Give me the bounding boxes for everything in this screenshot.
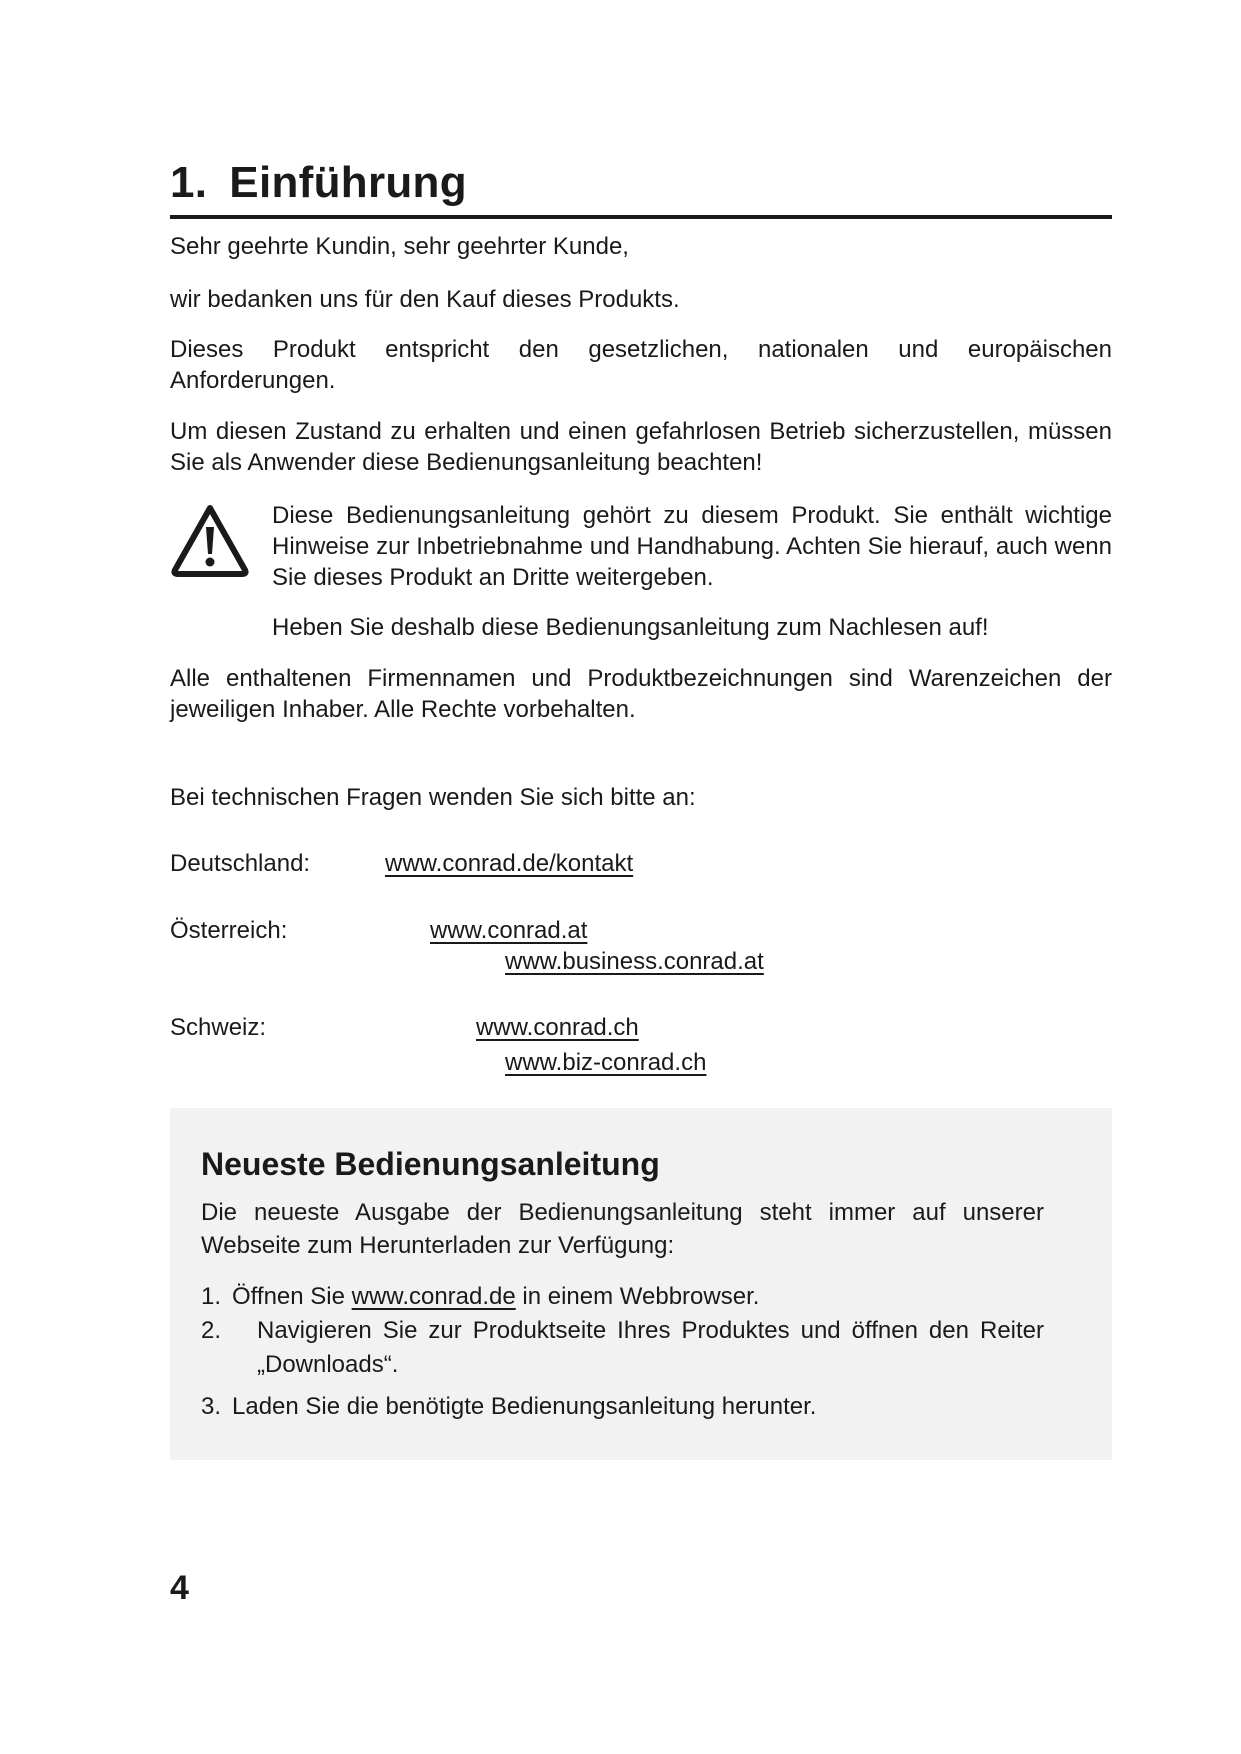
contact-label-switzerland: Schweiz: xyxy=(170,1014,267,1041)
section-number: 1. xyxy=(170,158,208,207)
contact-link-switzerland-1[interactable]: www.conrad.ch xyxy=(476,1014,639,1041)
step-text: Navigieren Sie zur Produktseite Ihres Produktes und öffnen den Reiter „Downloads“. xyxy=(257,1317,1044,1378)
thanks-paragraph: wir bedanken uns für den Kauf dieses Produkts. xyxy=(170,286,680,313)
section-title: Einführung xyxy=(229,158,467,207)
latest-manual-title: Neueste Bedienungsanleitung xyxy=(201,1146,660,1182)
contact-link-austria-1[interactable]: www.conrad.at xyxy=(430,917,588,944)
latest-manual-box xyxy=(170,1108,1112,1460)
warning-keep-text: Heben Sie deshalb diese Bedienungsanleitung zum Nachlesen auf! xyxy=(272,614,989,641)
trademarks-paragraph: Alle enthaltenen Firmennamen und Produktbezeichnungen sind Warenzeichen der jeweiligen Inhaber. Alle Rechte vorbehalten. xyxy=(170,665,1112,723)
step-text-after: in einem Webbrowser. xyxy=(515,1283,760,1310)
contact-link-switzerland-2[interactable]: www.biz-conrad.ch xyxy=(505,1049,707,1076)
list-item xyxy=(201,1280,1044,1314)
list-marker: 1. xyxy=(201,1283,222,1310)
step-text-before: Öffnen Sie xyxy=(232,1283,352,1310)
warning-triangle-icon xyxy=(170,502,250,578)
list-item xyxy=(201,1390,1044,1424)
conformity-paragraph: Dieses Produkt entspricht den gesetzlichen, nationalen und europäischen Anforderungen. xyxy=(170,336,1112,394)
contact-intro: Bei technischen Fragen wenden Sie sich bitte an: xyxy=(170,784,696,811)
list-marker: 2. xyxy=(201,1317,222,1344)
step-text: Laden Sie die benötigte Bedienungsanleitung herunter. xyxy=(232,1393,817,1420)
section-heading xyxy=(170,157,1112,219)
latest-manual-description: Die neueste Ausgabe der Bedienungsanleitung steht immer auf unserer Webseite zum Herunterladen zur Verfügung: xyxy=(201,1199,1044,1259)
warning-text: Diese Bedienungsanleitung gehört zu diesem Produkt. Sie enthält wichtige Hinweise zur Inbetriebnahme und Handhabung. Achten Sie hierauf, auch wenn Sie dieses Produkt an Dritte weitergeben. xyxy=(272,502,1112,591)
salutation: Sehr geehrte Kundin, sehr geehrter Kunde, xyxy=(170,233,629,260)
contact-label-austria: Österreich: xyxy=(170,917,288,944)
list-item xyxy=(201,1314,1044,1382)
conrad-website-link[interactable]: www.conrad.de xyxy=(351,1283,516,1310)
contact-link-germany[interactable]: www.conrad.de/kontakt xyxy=(385,850,634,877)
notice-paragraph: Um diesen Zustand zu erhalten und einen gefahrlosen Betrieb sicherzustellen, müssen Sie als Anwender diese Bedienungsanleitung beachten! xyxy=(170,418,1112,476)
contact-label-germany: Deutschland: xyxy=(170,850,311,877)
page-number: 4 xyxy=(170,1569,189,1607)
list-marker: 3. xyxy=(201,1393,222,1420)
contact-link-austria-2[interactable]: www.business.conrad.at xyxy=(505,948,764,975)
